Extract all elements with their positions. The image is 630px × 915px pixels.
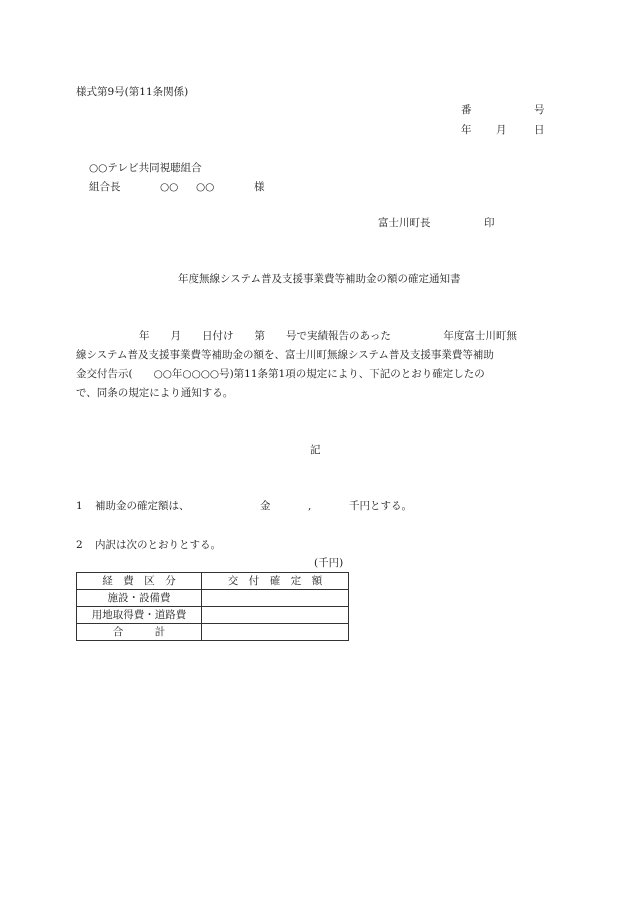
body-line: 年 月 日付け 第 号で実績報告のあった 年度富士川町無 [76, 330, 517, 342]
date-month: 月 [496, 124, 507, 136]
header-cell-category: 経 費 区 分 [77, 573, 202, 590]
form-label: 様式第9号(第11条関係) [76, 86, 189, 98]
item1-kin: 金 [260, 500, 271, 512]
row-category: 施設・設備費 [77, 590, 202, 607]
item2-number: 2 [76, 539, 83, 551]
table-row [77, 624, 349, 641]
item1-comma: , [308, 500, 312, 512]
addressee-honorific: 様 [254, 181, 265, 193]
addressee-title: 組合長 [89, 181, 121, 193]
table-unit: (千円) [314, 557, 344, 569]
ki-heading: 記 [310, 444, 321, 456]
date-day: 日 [534, 124, 545, 136]
table-row [77, 590, 349, 607]
body-line: 線システム普及支援事業費等補助金の額を、富士川町無線システム普及支援事業費等補助 [76, 349, 494, 361]
row-category: 合 計 [77, 624, 202, 641]
addressee-org: ○○テレビ共同視聴組合 [89, 162, 202, 174]
addressee-name-b: ○○ [196, 181, 215, 193]
table-row [77, 607, 349, 624]
number-suffix: 号 [534, 104, 545, 116]
item2-text: 内訳は次のとおりとする。 [95, 539, 221, 551]
row-amount [202, 607, 349, 624]
breakdown-table [76, 572, 349, 641]
item1-unit-text: 千円とする。 [349, 500, 412, 512]
body-line: 金交付告示( ○○年○○○○号)第11条第1項の規定により、下記のとおり確定したの [76, 368, 485, 380]
sender-name: 富士川町長 [378, 217, 431, 229]
document-title: 年度無線システム普及支援事業費等補助金の額の確定通知書 [178, 273, 461, 285]
body-paragraph [76, 327, 556, 403]
row-amount [202, 624, 349, 641]
header-cell-amount: 交 付 確 定 額 [202, 573, 349, 590]
seal-mark: 印 [484, 217, 495, 229]
row-amount [202, 590, 349, 607]
number-label: 番 [461, 104, 472, 116]
addressee-name-a: ○○ [160, 181, 179, 193]
item1-number: 1 [76, 500, 83, 512]
table-header-row [77, 573, 349, 590]
row-category: 用地取得費・道路費 [77, 607, 202, 624]
date-year: 年 [461, 124, 472, 136]
body-line: で、同条の規定により通知する。 [76, 387, 234, 399]
item1-text: 補助金の確定額は、 [95, 500, 190, 512]
